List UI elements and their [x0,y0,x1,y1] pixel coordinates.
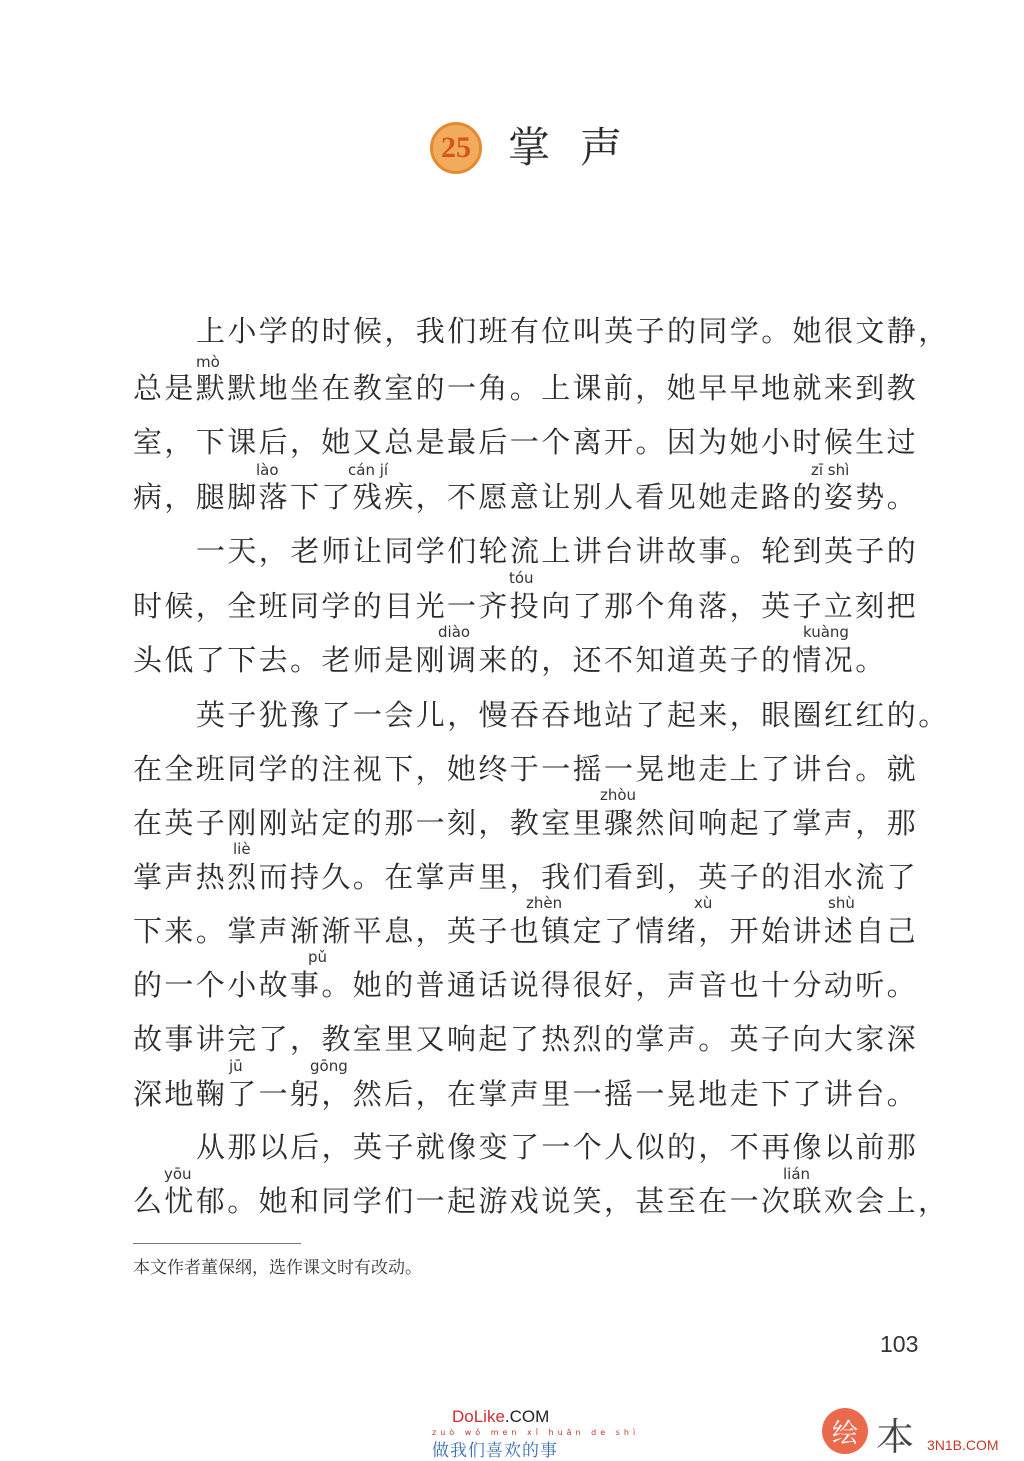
pinyin-annotation: tóu [509,569,534,587]
text-line: 从那以后，英子就像变了一个人似的，不再像以前那 [196,1130,919,1164]
pinyin-annotation: shù [828,894,855,912]
pinyin-annotation: diào [438,623,471,641]
watermark-brand-suffix: .COM [504,1407,550,1426]
pinyin-annotation: jū [229,1057,243,1075]
text-line: 在全班同学的注视下，她终于一摇一晃地走上了讲台。就 [133,752,919,786]
pinyin-annotation: cán jí [348,461,389,479]
text-line: 室，下课后，她又总是最后一个离开。因为她小时候生过 [133,425,919,459]
text-line: 英子犹豫了一会儿，慢吞吞地站了起来，眼圈红红的。 [196,698,950,732]
pinyin-annotation: gōng [310,1057,348,1075]
pinyin-annotation: lào [256,461,279,479]
lesson-number-badge: 25 [430,122,482,174]
pinyin-annotation: lián [783,1165,811,1183]
watermark-slogan: 做我们喜欢的事 [432,1441,558,1461]
pinyin-annotation: zī shì [811,461,850,479]
pinyin-annotation: yōu [164,1165,192,1183]
corner-logo-icon: 绘 [822,1408,868,1454]
text-line: 一天，老师让同学们轮流上讲台讲故事。轮到英子的 [196,534,919,568]
lesson-title: 掌声 [508,123,653,172]
pinyin-annotation: mò [196,353,220,371]
text-line: 掌声热烈而持久。在掌声里，我们看到，英子的泪水流了 [133,860,919,894]
text-line: 在英子刚刚站定的那一刻，教室里骤然间响起了掌声，那 [133,806,919,840]
watermark-slogan-pinyin: zuò wǒ men xǐ huān de shì [432,1428,640,1437]
text-line: 深地鞠了一躬，然后，在掌声里一摇一晃地走下了讲台。 [133,1077,919,1111]
pinyin-annotation: liè [233,840,251,858]
text-line: 么忧郁。她和同学们一起游戏说笑，甚至在一次联欢会上， [133,1184,950,1218]
text-line: 病，腿脚落下了残疾，不愿意让别人看见她走路的姿势。 [133,480,919,514]
text-line: 头低了下去。老师是刚调来的，还不知道英子的情况。 [133,643,887,677]
corner-domain: 3N1B.COM [927,1437,999,1453]
pinyin-annotation: zhòu [600,786,637,804]
text-line: 上小学的时候，我们班有位叫英子的同学。她很文静， [196,314,950,348]
footnote-divider [133,1243,301,1244]
text-line: 时候，全班同学的目光一齐投向了那个角落，英子立刻把 [133,589,919,623]
pinyin-annotation: kuàng [803,623,849,641]
text-line: 故事讲完了，教室里又响起了热烈的掌声。英子向大家深 [133,1022,919,1056]
pinyin-annotation: pǔ [308,948,328,966]
text-line: 的一个小故事。她的普通话说得很好，声音也十分动听。 [133,968,919,1002]
text-line: 下来。掌声渐渐平息，英子也镇定了情绪，开始讲述自己 [133,914,919,948]
watermark-brand-main: DoLike [452,1407,505,1426]
corner-logo-char: 本 [876,1415,915,1459]
lesson-header [0,122,1024,182]
page-number: 103 [880,1331,919,1357]
text-line: 总是默默地坐在教室的一角。上课前，她早早地就来到教 [133,371,919,405]
pinyin-annotation: zhèn [526,894,563,912]
pinyin-annotation: xù [694,894,713,912]
footnote: 本文作者董保纲，选作课文时有改动。 [133,1258,422,1278]
watermark-brand [452,1407,549,1427]
